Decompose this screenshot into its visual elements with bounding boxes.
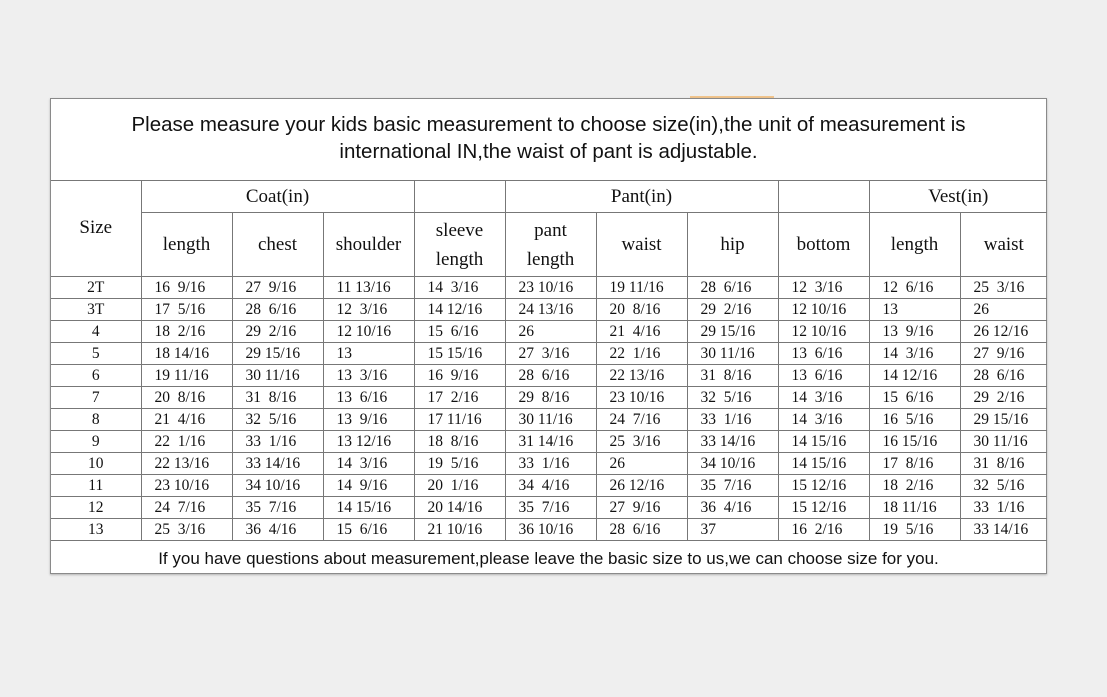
measurement-cell: 25 3/16 (596, 431, 687, 453)
measurement-cell: 14 9/16 (323, 475, 414, 497)
size-cell: 8 (51, 409, 141, 431)
measurement-cell: 26 12/16 (596, 475, 687, 497)
table-row (51, 519, 1047, 541)
measurement-cell: 32 5/16 (687, 387, 778, 409)
measurement-cell: 17 11/16 (414, 409, 505, 431)
size-cell: 3T (51, 299, 141, 321)
measurement-cell: 29 15/16 (960, 409, 1047, 431)
heading-line-1: Please measure your kids basic measurement to choose size(in),the unit of measurement is (131, 113, 966, 136)
measurement-cell: 21 4/16 (596, 321, 687, 343)
measurement-cell: 26 (596, 453, 687, 475)
measurement-cell: 31 8/16 (232, 387, 323, 409)
heading-line-2: international IN,the waist of pant is adjustable. (339, 140, 758, 163)
measurement-cell: 13 3/16 (323, 365, 414, 387)
measurement-cell: 26 (960, 299, 1047, 321)
measurement-cell: 14 15/16 (778, 431, 869, 453)
measurement-cell: 14 3/16 (869, 343, 960, 365)
coat-length-header: length (141, 213, 232, 277)
measurement-cell: 12 10/16 (778, 321, 869, 343)
measurement-cell: 19 11/16 (596, 277, 687, 299)
measurement-cell: 14 3/16 (414, 277, 505, 299)
measurement-cell: 16 9/16 (141, 277, 232, 299)
measurement-cell: 14 15/16 (323, 497, 414, 519)
measurement-cell: 14 3/16 (778, 409, 869, 431)
measurement-cell: 34 10/16 (232, 475, 323, 497)
measurement-cell: 12 3/16 (323, 299, 414, 321)
sleeve-group-spacer (414, 181, 505, 213)
measurement-cell: 36 4/16 (687, 497, 778, 519)
size-table-body (51, 277, 1047, 541)
measurement-cell: 14 12/16 (414, 299, 505, 321)
measurement-cell: 23 10/16 (505, 277, 596, 299)
table-row (51, 365, 1047, 387)
footer-note: If you have questions about measurement,please leave the basic size to us,we can choose size for you. (158, 549, 939, 568)
measurement-cell: 35 7/16 (687, 475, 778, 497)
measurement-cell: 29 15/16 (687, 321, 778, 343)
table-row (51, 343, 1047, 365)
table-row (51, 431, 1047, 453)
measurement-cell: 14 15/16 (778, 453, 869, 475)
measurement-cell: 33 1/16 (505, 453, 596, 475)
measurement-cell: 29 15/16 (232, 343, 323, 365)
measurement-cell: 16 9/16 (414, 365, 505, 387)
size-cell: 9 (51, 431, 141, 453)
measurement-cell: 26 12/16 (960, 321, 1047, 343)
measurement-cell: 35 7/16 (232, 497, 323, 519)
measurement-cell: 31 8/16 (960, 453, 1047, 475)
measurement-cell: 30 11/16 (687, 343, 778, 365)
measurement-cell: 18 2/16 (141, 321, 232, 343)
measurement-cell: 18 8/16 (414, 431, 505, 453)
measurement-cell: 29 2/16 (232, 321, 323, 343)
measurement-cell: 18 11/16 (869, 497, 960, 519)
measurement-cell: 18 2/16 (869, 475, 960, 497)
measurement-cell: 36 10/16 (505, 519, 596, 541)
measurement-cell: 16 15/16 (869, 431, 960, 453)
table-row (51, 497, 1047, 519)
measurement-cell: 17 2/16 (414, 387, 505, 409)
measurement-cell: 33 14/16 (960, 519, 1047, 541)
measurement-cell: 30 11/16 (960, 431, 1047, 453)
measurement-cell: 30 11/16 (505, 409, 596, 431)
measurement-cell: 27 3/16 (505, 343, 596, 365)
measurement-cell: 22 13/16 (141, 453, 232, 475)
measurement-cell: 19 5/16 (869, 519, 960, 541)
measurement-cell: 33 1/16 (687, 409, 778, 431)
measurement-cell: 16 2/16 (778, 519, 869, 541)
measurement-cell: 24 7/16 (141, 497, 232, 519)
sleeve-header-line-1: sleeve (435, 219, 484, 241)
measurement-cell: 15 6/16 (323, 519, 414, 541)
measurement-cell: 21 10/16 (414, 519, 505, 541)
measurement-cell: 28 6/16 (687, 277, 778, 299)
measurement-cell: 28 6/16 (596, 519, 687, 541)
measurement-cell: 20 8/16 (596, 299, 687, 321)
bottom-group-spacer (778, 181, 869, 213)
measurement-cell: 24 13/16 (505, 299, 596, 321)
table-row (51, 475, 1047, 497)
size-cell: 12 (51, 497, 141, 519)
measurement-cell: 37 (687, 519, 778, 541)
measurement-cell: 15 12/16 (778, 475, 869, 497)
measurement-cell: 17 5/16 (141, 299, 232, 321)
pant-group-header: Pant(in) (505, 181, 778, 213)
measurement-cell: 20 8/16 (141, 387, 232, 409)
measurement-cell: 22 1/16 (596, 343, 687, 365)
measurement-cell: 26 (505, 321, 596, 343)
measurement-cell: 13 6/16 (323, 387, 414, 409)
size-chart-sheet (50, 98, 1047, 574)
measurement-cell: 15 6/16 (869, 387, 960, 409)
measurement-cell: 12 10/16 (323, 321, 414, 343)
measurement-cell: 14 3/16 (778, 387, 869, 409)
measurement-cell: 13 6/16 (778, 365, 869, 387)
measurement-cell: 12 10/16 (778, 299, 869, 321)
table-row (51, 453, 1047, 475)
size-cell: 6 (51, 365, 141, 387)
measurement-cell: 25 3/16 (960, 277, 1047, 299)
measurement-cell: 29 2/16 (960, 387, 1047, 409)
vest-waist-header: waist (960, 213, 1047, 277)
measurement-cell: 13 (869, 299, 960, 321)
measurement-cell: 13 6/16 (778, 343, 869, 365)
size-cell: 4 (51, 321, 141, 343)
measurement-cell: 22 13/16 (596, 365, 687, 387)
measurement-cell: 25 3/16 (141, 519, 232, 541)
size-cell: 5 (51, 343, 141, 365)
measurement-cell: 31 14/16 (505, 431, 596, 453)
measurement-cell: 13 9/16 (869, 321, 960, 343)
measurement-cell: 27 9/16 (960, 343, 1047, 365)
chart-heading (51, 111, 1046, 165)
measurement-cell: 33 14/16 (232, 453, 323, 475)
coat-shoulder-header: shoulder (323, 213, 414, 277)
measurement-cell: 29 8/16 (505, 387, 596, 409)
measurement-cell: 28 6/16 (232, 299, 323, 321)
measurement-cell: 33 1/16 (232, 431, 323, 453)
vest-length-header: length (869, 213, 960, 277)
size-cell: 7 (51, 387, 141, 409)
pant-hip-header: hip (687, 213, 778, 277)
size-cell: 10 (51, 453, 141, 475)
pant-length-header-line-1: pant (534, 219, 567, 241)
size-cell: 2T (51, 277, 141, 299)
measurement-cell: 20 1/16 (414, 475, 505, 497)
size-cell: 13 (51, 519, 141, 541)
measurement-cell: 17 8/16 (869, 453, 960, 475)
measurement-cell: 12 6/16 (869, 277, 960, 299)
measurement-cell: 33 14/16 (687, 431, 778, 453)
measurement-cell: 33 1/16 (960, 497, 1047, 519)
measurement-cell: 20 14/16 (414, 497, 505, 519)
measurement-cell: 12 3/16 (778, 277, 869, 299)
measurement-cell: 13 (323, 343, 414, 365)
size-cell: 11 (51, 475, 141, 497)
measurement-cell: 15 6/16 (414, 321, 505, 343)
measurement-cell: 19 11/16 (141, 365, 232, 387)
sleeve-header-line-2: length (435, 248, 484, 270)
measurement-cell: 11 13/16 (323, 277, 414, 299)
measurement-cell: 31 8/16 (687, 365, 778, 387)
measurement-cell: 36 4/16 (232, 519, 323, 541)
coat-chest-header: chest (232, 213, 323, 277)
measurement-cell: 14 3/16 (323, 453, 414, 475)
measurement-cell: 13 9/16 (323, 409, 414, 431)
sleeve-length-header (414, 213, 505, 277)
size-header: Size (51, 181, 141, 277)
measurement-cell: 13 12/16 (323, 431, 414, 453)
table-row (51, 277, 1047, 299)
measurement-cell: 35 7/16 (505, 497, 596, 519)
measurement-cell: 28 6/16 (505, 365, 596, 387)
measurement-cell: 14 12/16 (869, 365, 960, 387)
measurement-cell: 32 5/16 (960, 475, 1047, 497)
measurement-cell: 34 10/16 (687, 453, 778, 475)
pant-length-header (505, 213, 596, 277)
measurement-cell: 27 9/16 (232, 277, 323, 299)
vest-group-header: Vest(in) (869, 181, 1047, 213)
pant-waist-header: waist (596, 213, 687, 277)
table-row (51, 387, 1047, 409)
measurement-cell: 29 2/16 (687, 299, 778, 321)
measurement-cell: 23 10/16 (141, 475, 232, 497)
measurement-cell: 19 5/16 (414, 453, 505, 475)
measurement-cell: 30 11/16 (232, 365, 323, 387)
measurement-cell: 15 12/16 (778, 497, 869, 519)
measurement-cell: 34 4/16 (505, 475, 596, 497)
measurement-cell: 28 6/16 (960, 365, 1047, 387)
measurement-cell: 32 5/16 (232, 409, 323, 431)
measurement-cell: 27 9/16 (596, 497, 687, 519)
coat-group-header: Coat(in) (141, 181, 414, 213)
measurement-cell: 16 5/16 (869, 409, 960, 431)
measurement-cell: 21 4/16 (141, 409, 232, 431)
table-row (51, 321, 1047, 343)
measurement-cell: 15 15/16 (414, 343, 505, 365)
measurement-cell: 22 1/16 (141, 431, 232, 453)
pant-length-header-line-2: length (526, 248, 575, 270)
size-table (51, 180, 1047, 541)
table-row (51, 299, 1047, 321)
table-row (51, 409, 1047, 431)
measurement-cell: 23 10/16 (596, 387, 687, 409)
measurement-cell: 18 14/16 (141, 343, 232, 365)
pant-bottom-header: bottom (778, 213, 869, 277)
measurement-cell: 24 7/16 (596, 409, 687, 431)
